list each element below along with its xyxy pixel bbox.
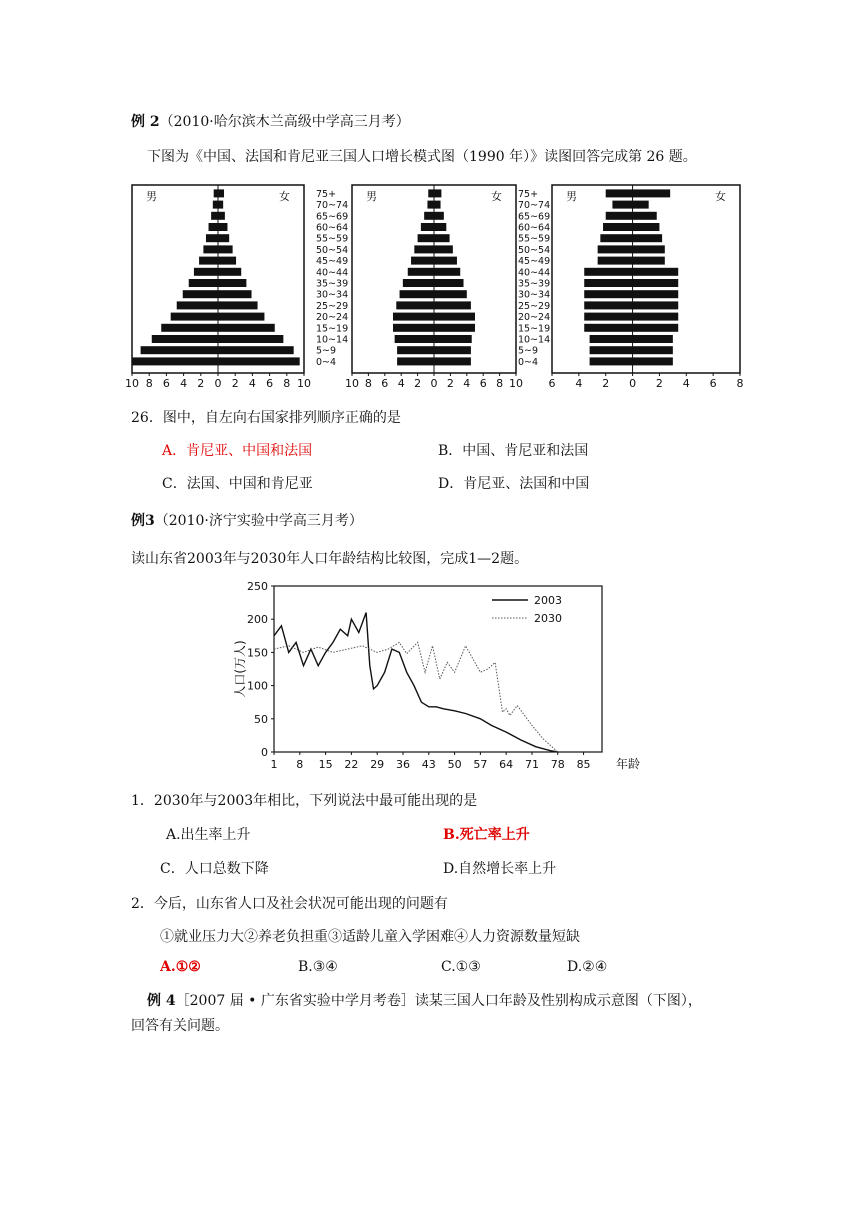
male-label: 男 (366, 190, 377, 203)
male-bar (132, 357, 218, 365)
male-bar (206, 234, 218, 242)
age-group-label: 0~4 (316, 356, 337, 368)
male-bar (584, 324, 632, 332)
male-bar (396, 301, 434, 309)
x-tick-label: 6 (709, 377, 717, 390)
x-tick-label: 57 (473, 758, 488, 771)
age-group-label: 50~54 (518, 244, 551, 256)
x-tick-label: 2 (414, 377, 422, 390)
male-bar (211, 212, 218, 220)
male-bar (606, 212, 633, 220)
male-bar (161, 324, 218, 332)
female-label: 女 (491, 190, 502, 203)
age-group-label: 25~29 (316, 300, 349, 312)
q26-option-d: D．肯尼亚、法国和中国 (438, 476, 590, 492)
age-group-label: 50~54 (316, 244, 349, 256)
female-bar (218, 201, 223, 209)
male-bar (584, 313, 632, 321)
male-bar (403, 279, 434, 287)
q2-option-c: C.①③ (441, 959, 481, 975)
x-tick-label: 4 (248, 377, 256, 390)
male-label: 男 (566, 190, 577, 203)
x-tick-label: 64 (499, 758, 514, 771)
q2-items: ①就业压力大②养老负担重③适龄儿童入学困难④人力资源数量短缺 (160, 929, 580, 945)
q1-option-d: D.自然增长率上升 (443, 861, 557, 877)
female-bar (633, 201, 649, 209)
female-bar (633, 335, 673, 343)
q26-stem: 26．图中，自左向右国家排列顺序正确的是 (131, 410, 401, 426)
x-tick-label: 2 (197, 377, 205, 390)
age-group-label: 55~59 (316, 233, 349, 245)
x-tick-label: 8 (283, 377, 291, 390)
female-bar (633, 324, 679, 332)
female-bar (633, 245, 665, 253)
age-group-label: 20~24 (518, 312, 551, 324)
q26-option-a: A．肯尼亚、中国和法国 (162, 443, 313, 459)
y-tick-label: 150 (247, 646, 268, 660)
ex3-label: 例3 (131, 513, 155, 529)
q2-stem: 2．今后，山东省人口及社会状况可能出现的问题有 (131, 896, 448, 912)
x-tick-label: 2 (655, 377, 663, 390)
age-group-label: 65~69 (518, 211, 551, 223)
q1-option-a: A.出生率上升 (166, 827, 251, 843)
female-bar (633, 234, 663, 242)
ex4-line1 (147, 990, 702, 1010)
age-group-label: 0~4 (518, 356, 539, 368)
x-tick-label: 2 (446, 377, 454, 390)
male-bar (183, 290, 218, 298)
age-group-label: 55~59 (518, 233, 551, 245)
male-bar (600, 234, 632, 242)
age-group-label: 30~34 (316, 289, 349, 301)
female-bar (633, 223, 660, 231)
male-bar (590, 335, 633, 343)
age-group-label: 70~74 (518, 200, 551, 212)
x-tick-label: 10 (125, 377, 139, 390)
female-bar (434, 201, 441, 209)
q26-option-b: B．中国、肯尼亚和法国 (438, 443, 589, 459)
female-bar (218, 234, 229, 242)
female-bar (218, 324, 275, 332)
male-bar (393, 313, 434, 321)
age-group-label: 5~9 (316, 345, 337, 357)
pyramid-chart-3 (518, 185, 744, 390)
ex3-source: （2010·济宁实验中学高三月考） (154, 513, 363, 529)
male-bar (203, 245, 218, 253)
female-bar (633, 346, 673, 354)
male-bar (393, 324, 434, 332)
female-bar (434, 301, 471, 309)
male-bar (584, 290, 632, 298)
x-tick-label: 10 (509, 377, 523, 390)
q1-stem: 1．2030年与2003年相比，下列说法中最可能出现的是 (131, 793, 478, 809)
ex4-label: 例 4 (147, 993, 176, 1009)
q1-option-b: B.死亡率上升 (443, 827, 530, 843)
female-bar (218, 279, 246, 287)
male-bar (612, 201, 632, 209)
male-bar (584, 268, 632, 276)
x-tick-label: 85 (576, 758, 591, 771)
female-bar (434, 335, 472, 343)
female-bar (434, 245, 453, 253)
female-bar (633, 290, 679, 298)
plot-frame (274, 586, 602, 752)
ex3-heading (131, 510, 363, 530)
x-tick-label: 15 (318, 758, 333, 771)
age-group-label: 45~49 (316, 256, 349, 268)
age-group-label: 25~29 (518, 300, 551, 312)
male-label: 男 (146, 190, 157, 203)
male-bar (397, 346, 434, 354)
male-bar (213, 201, 218, 209)
female-label: 女 (715, 190, 726, 203)
male-bar (408, 268, 434, 276)
x-tick-label: 50 (447, 758, 462, 771)
male-bar (214, 189, 218, 197)
female-bar (218, 257, 236, 265)
y-tick-label: 50 (254, 712, 268, 726)
female-bar (218, 189, 224, 197)
male-bar (421, 223, 434, 231)
ex2-label: 例 2 (131, 114, 160, 130)
x-axis-label: 年龄 (616, 757, 641, 771)
female-bar (218, 313, 264, 321)
female-bar (434, 223, 446, 231)
female-bar (434, 290, 467, 298)
female-bar (218, 301, 258, 309)
female-bar (218, 212, 225, 220)
series-line-2030 (274, 642, 558, 752)
male-bar (189, 279, 218, 287)
age-structure-line-chart (230, 578, 641, 774)
male-bar (414, 245, 434, 253)
age-group-label: 65~69 (316, 211, 349, 223)
male-bar (606, 189, 633, 197)
male-bar (397, 357, 434, 365)
female-bar (633, 212, 657, 220)
pyramid-charts (125, 180, 752, 390)
female-bar (434, 212, 444, 220)
ex4-line2: 回答有关问题。 (131, 1018, 229, 1034)
female-bar (633, 313, 679, 321)
male-bar (194, 268, 218, 276)
age-group-label: 15~19 (518, 323, 551, 335)
series-line-2003 (274, 613, 558, 752)
female-bar (218, 346, 294, 354)
male-bar (598, 257, 633, 265)
female-bar (434, 346, 471, 354)
legend-label-2003: 2003 (534, 594, 562, 607)
age-group-label: 20~24 (316, 312, 349, 324)
male-bar (209, 223, 218, 231)
x-tick-label: 4 (575, 377, 583, 390)
q2-option-d: D.②④ (567, 959, 608, 975)
x-tick-label: 36 (395, 758, 410, 771)
x-tick-label: 4 (682, 377, 690, 390)
x-tick-label: 4 (463, 377, 471, 390)
female-bar (434, 234, 450, 242)
male-bar (418, 234, 434, 242)
y-tick-label: 0 (261, 746, 268, 759)
male-bar (603, 223, 633, 231)
age-group-label: 75+ (518, 188, 539, 200)
x-tick-label: 8 (145, 377, 153, 390)
male-bar (598, 245, 633, 253)
age-group-label: 10~14 (316, 334, 349, 346)
male-bar (590, 357, 633, 365)
female-bar (434, 324, 475, 332)
male-bar (171, 313, 218, 321)
pyramid-chart-1 (125, 185, 311, 390)
pyramid-chart-2 (316, 185, 523, 390)
age-group-label: 10~14 (518, 334, 551, 346)
ex2-heading (131, 111, 410, 131)
y-tick-label: 100 (247, 679, 268, 693)
male-bar (427, 201, 434, 209)
q1-option-c: C．人口总数下降 (160, 861, 269, 877)
legend-label-2030: 2030 (534, 612, 562, 625)
female-bar (434, 257, 457, 265)
female-bar (218, 268, 241, 276)
x-tick-label: 8 (736, 377, 744, 390)
male-bar (199, 257, 218, 265)
female-bar (434, 357, 471, 365)
age-group-label: 40~44 (316, 267, 349, 279)
male-bar (584, 279, 632, 287)
age-group-label: 75+ (316, 188, 337, 200)
ex4-text: ［2007 届 • 广东省实验中学月考卷］读某三国人口年龄及性别构成示意图（下图）， (175, 993, 702, 1009)
male-bar (411, 257, 434, 265)
age-group-label: 35~39 (316, 278, 349, 290)
x-tick-label: 4 (180, 377, 188, 390)
male-bar (590, 346, 633, 354)
female-bar (633, 189, 671, 197)
male-bar (141, 346, 218, 354)
x-tick-label: 43 (421, 758, 436, 771)
female-bar (218, 245, 233, 253)
x-tick-label: 6 (381, 377, 389, 390)
x-tick-label: 2 (231, 377, 239, 390)
x-tick-label: 6 (479, 377, 487, 390)
ex2-intro: 下图为《中国、法国和肯尼亚三国人口增长模式图（1990 年）》读图回答完成第 26 题。 (147, 149, 697, 165)
q2-option-b: B.③④ (298, 959, 338, 975)
x-tick-label: 6 (162, 377, 170, 390)
x-tick-label: 8 (364, 377, 372, 390)
x-tick-label: 1 (270, 758, 278, 771)
female-bar (218, 335, 283, 343)
age-group-label: 70~74 (316, 200, 349, 212)
q2-option-a: A.①② (160, 959, 201, 975)
y-axis-label: 人口(万人) (233, 640, 247, 698)
male-bar (152, 335, 218, 343)
y-tick-label: 250 (247, 580, 268, 593)
x-tick-label: 6 (266, 377, 274, 390)
x-tick-label: 10 (345, 377, 359, 390)
male-bar (400, 290, 434, 298)
age-group-label: 30~34 (518, 289, 551, 301)
female-bar (633, 268, 679, 276)
male-bar (584, 301, 632, 309)
ex2-source: （2010·哈尔滨木兰高级中学高三月考） (159, 114, 410, 130)
age-group-label: 40~44 (518, 267, 551, 279)
x-tick-label: 0 (430, 377, 438, 390)
x-tick-label: 29 (370, 758, 385, 771)
male-bar (428, 189, 434, 197)
female-bar (633, 301, 679, 309)
y-tick-label: 200 (247, 613, 268, 627)
female-bar (218, 290, 252, 298)
x-tick-label: 8 (296, 758, 304, 771)
female-label: 女 (279, 190, 290, 203)
female-bar (434, 313, 475, 321)
age-group-label: 15~19 (316, 323, 349, 335)
x-tick-label: 8 (496, 377, 504, 390)
x-tick-label: 22 (344, 758, 359, 771)
x-tick-label: 6 (548, 377, 556, 390)
female-bar (633, 357, 673, 365)
x-tick-label: 4 (397, 377, 405, 390)
age-group-label: 5~9 (518, 345, 539, 357)
male-bar (177, 301, 218, 309)
q26-option-c: C．法国、中国和肯尼亚 (162, 476, 313, 492)
x-tick-label: 78 (550, 758, 565, 771)
female-bar (633, 257, 665, 265)
ex3-intro: 读山东省2003年与2030年人口年龄结构比较图，完成1—2题。 (131, 551, 529, 567)
x-tick-label: 10 (297, 377, 311, 390)
age-group-label: 60~64 (518, 222, 551, 234)
age-group-label: 45~49 (518, 256, 551, 268)
x-tick-label: 0 (629, 377, 637, 390)
female-bar (218, 357, 300, 365)
male-bar (395, 335, 434, 343)
age-group-label: 35~39 (518, 278, 551, 290)
female-bar (434, 268, 460, 276)
female-bar (633, 279, 679, 287)
x-tick-label: 71 (524, 758, 539, 771)
age-group-label: 60~64 (316, 222, 349, 234)
male-bar (424, 212, 434, 220)
female-bar (434, 279, 464, 287)
x-tick-label: 2 (602, 377, 610, 390)
x-tick-label: 0 (214, 377, 222, 390)
female-bar (434, 189, 441, 197)
female-bar (218, 223, 227, 231)
